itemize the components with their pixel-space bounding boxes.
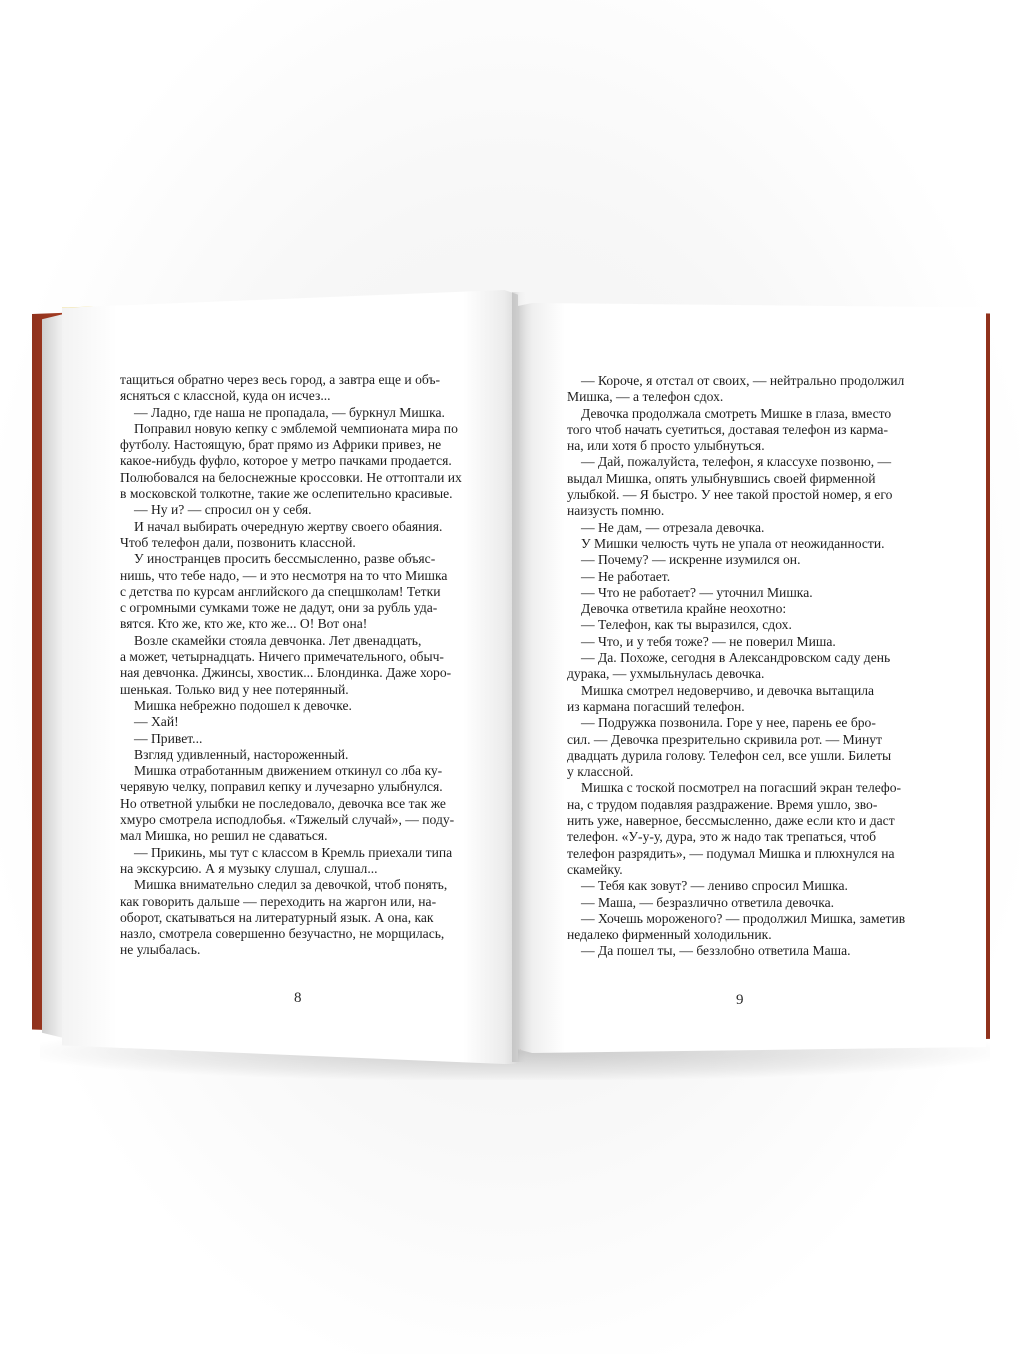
text-line: — Короче, я отстал от своих, — нейтрально продолжил xyxy=(581,373,905,388)
page-number-left: 8 xyxy=(294,990,302,1006)
text-line: ная девчонка. Джинсы, хвостик... Блондинка. Даже хоро- xyxy=(120,665,452,681)
text-line: тащиться обратно через весь город, а завтра еще и объ- xyxy=(120,372,441,387)
text-line: — Ладно, где наша не пропадала, — буркнул Мишка. xyxy=(134,404,445,420)
text-line: а может, четырнадцать. Ничего примечательного, обыч- xyxy=(120,649,444,665)
text-line: телефон разрядить», — подумал Мишка и плюхнулся на xyxy=(567,845,895,861)
text-line: — Телефон, как ты выразился, сдох. xyxy=(581,617,792,633)
text-line: футболу. Настоящую, брат прямо из Африки привез, не xyxy=(120,437,442,453)
text-line: — Почему? — искренне изумился он. xyxy=(581,552,801,568)
text-line: Мишка смотрел недоверчиво, и девочка вытащила xyxy=(581,682,875,698)
right-page-text xyxy=(567,373,925,960)
left-page-text xyxy=(120,372,478,959)
text-line: — Что, и у тебя тоже? — не поверил Миша. xyxy=(581,633,836,649)
text-line: Мишка с тоской посмотрел на погасший экран телефо- xyxy=(581,780,902,796)
text-line: — Хочешь мороженого? — продолжил Мишка, заметив xyxy=(581,910,906,926)
text-line: как говорить дальше — переходить на жаргон или, на- xyxy=(120,893,437,909)
text-line: И начал выбирать очередную жертву своего обаяния. xyxy=(134,518,443,534)
text-line: Возле скамейки стояла девчонка. Лет двенадцать, xyxy=(134,632,422,648)
text-line: — Прикинь, мы тут с классом в Кремль приехали типа xyxy=(134,844,453,860)
text-line: какое-нибудь фуфло, которое у метро пачками продается. xyxy=(120,453,452,469)
text-line: нишь, что тебе надо, — и это несмотря на то что Мишка xyxy=(120,567,448,583)
text-line: шенькая. Только вид у нее потерянный. xyxy=(120,681,349,697)
text-line: У Мишки челюсть чуть не упала от неожиданности. xyxy=(581,535,885,551)
text-line: скамейку. xyxy=(567,861,623,877)
text-line: — Не дам, — отрезала девочка. xyxy=(581,519,765,535)
book-gutter xyxy=(512,292,526,1062)
text-line: вятся. Кто же, кто же, кто же... О! Вот она! xyxy=(120,616,368,632)
text-line: Мишка, — а телефон сдох. xyxy=(567,389,724,405)
text-line: — Да пошел ты, — беззлобно ответила Маша. xyxy=(581,943,851,959)
text-line: — Не работает. xyxy=(581,568,671,584)
text-line: — Подружка позвонила. Горе у нее, парень ее бро- xyxy=(581,715,876,731)
text-line: Девочка продолжала смотреть Мишке в глаза, вместо xyxy=(581,405,892,421)
text-line: с огромными сумками тоже не дадут, они за рубль уда- xyxy=(120,600,438,616)
text-line: хмуро смотрела исподлобья. «Тяжелый случай», — поду- xyxy=(120,812,455,828)
text-line: — Маша, — безразлично ответила девочка. xyxy=(581,894,835,910)
text-line: Девочка ответила крайне неохотно: xyxy=(581,601,787,617)
text-line: из кармана погасший телефон. xyxy=(567,698,745,714)
text-line: — Привет... xyxy=(134,730,203,746)
text-line: Взгляд удивленный, настороженный. xyxy=(134,746,349,762)
text-line: — Что не работает? — уточнил Мишка. xyxy=(581,584,813,600)
text-line: черявую челку, поправил кепку и лучезарно улыбнулся. xyxy=(120,779,443,795)
text-line: не улыбалась. xyxy=(120,942,201,958)
text-line: Мишка внимательно следил за девочкой, чтоб понять, xyxy=(134,877,448,893)
page-number-right: 9 xyxy=(736,992,744,1008)
text-line: выдал Мишка, опять улыбнувшись своей фирменной xyxy=(567,470,876,486)
text-line: Мишка отработанным движением откинул со лба ку- xyxy=(134,763,443,779)
text-line: на экскурсию. А я музыку слушал, слушал... xyxy=(120,860,378,876)
text-line: в московской толкотне, такие же ослепительно красивые. xyxy=(120,486,453,502)
text-line: ясняться с классной, куда он исчез... xyxy=(120,388,331,404)
text-line: сил. — Девочка презрительно скривила рот. — Минут xyxy=(567,731,883,747)
text-line: наизусть помню. xyxy=(567,503,665,519)
text-line: — Ну и? — спросил он у себя. xyxy=(134,502,312,518)
text-line: — Тебя как зовут? — лениво спросил Мишка. xyxy=(581,878,848,894)
text-line: того чтоб начать суетиться, доставая телефон из карма- xyxy=(567,421,888,437)
text-line: улыбкой. — Я быстро. У нее такой простой номер, я его xyxy=(567,487,893,503)
text-line: двадцать дурила голову. Телефон сел, все ушли. Билеты xyxy=(567,747,892,763)
text-line: дурака, — ухмыльнулась девочка. xyxy=(567,666,765,682)
text-line: на, с трудом подавляя раздражение. Время ушло, зво- xyxy=(567,796,878,812)
text-line: Полюбовался на белоснежные кроссовки. Не оттоптали их xyxy=(120,469,462,485)
text-line: на, или хотя б просто улыбнуться. xyxy=(567,438,765,454)
text-line: Чтоб телефон дали, позвонить классной. xyxy=(120,534,356,550)
text-line: мал Мишка, но решил не сдаваться. xyxy=(120,828,328,844)
text-line: у классной. xyxy=(567,764,634,780)
text-line: — Да. Похоже, сегодня в Александровском саду день xyxy=(581,650,891,666)
text-line: телефон. «У-у-у, дура, это ж надо так трепаться, чтоб xyxy=(567,829,877,845)
text-line: с детства по курсам английского да спецшколам! Тетки xyxy=(120,583,441,599)
text-line: У иностранцев просить бессмысленно, разве объяс- xyxy=(134,551,436,567)
text-line: Поправил новую кепку с эмблемой чемпионата мира по xyxy=(134,420,458,436)
text-line: — Хай! xyxy=(134,714,179,730)
text-line: оборот, скатываться на литературный язык. А она, как xyxy=(120,909,434,925)
text-line: — Дай, пожалуйста, телефон, я классухе позвоню, — xyxy=(581,454,892,470)
text-line: недалеко фирменный холодильник. xyxy=(567,927,772,943)
text-line: Мишка небрежно подошел к девочке. xyxy=(134,697,352,713)
text-line: нить уже, наверное, бессмысленно, даже если кто и даст xyxy=(567,813,895,829)
text-line: Но ответной улыбки не последовало, девочка все так же xyxy=(120,795,446,811)
text-line: назло, смотрела совершенно безучастно, не морщилась, xyxy=(120,926,445,942)
